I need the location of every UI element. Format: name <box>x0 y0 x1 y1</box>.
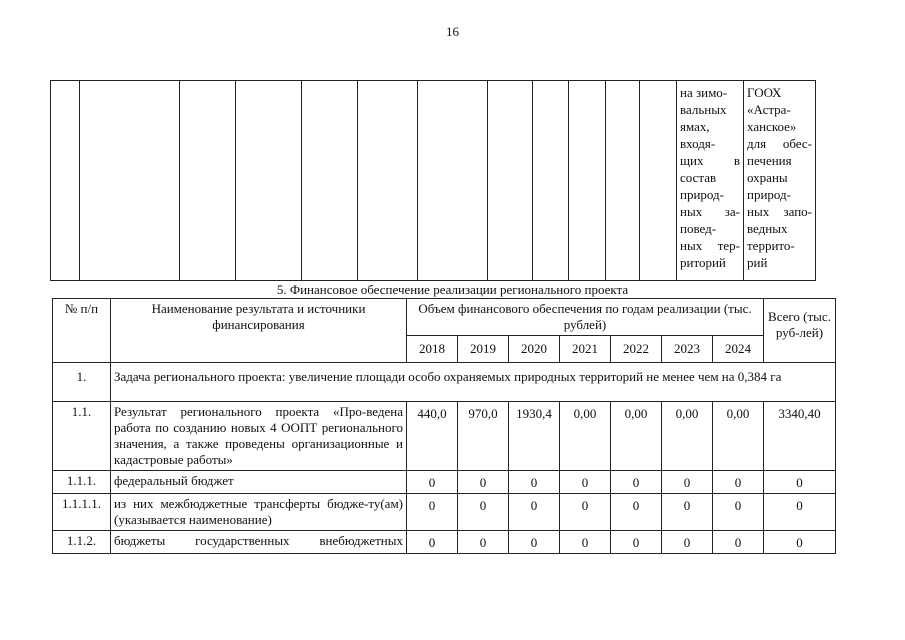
value-cell: 0 <box>407 531 458 554</box>
value-cell: 0,00 <box>713 402 764 471</box>
empty-cell <box>302 81 358 281</box>
goox-cell: ГООХ «Астра- ханское» для обес- печения охраны природ- ных запо- ведных террито- рий <box>744 81 816 281</box>
value-cell: 0 <box>662 494 713 531</box>
finance-table <box>52 298 836 554</box>
header-total: Всего (тыс. руб-лей) <box>764 299 836 363</box>
row-num: 1. <box>53 363 111 402</box>
row-num: 1.1.2. <box>53 531 111 554</box>
header-row <box>53 299 836 336</box>
empty-cell <box>533 81 569 281</box>
value-cell: 0 <box>662 471 713 494</box>
value-cell: 0 <box>662 531 713 554</box>
value-cell: 0 <box>509 494 560 531</box>
value-cell: 0 <box>458 531 509 554</box>
continuation-table <box>50 80 816 281</box>
header-year: 2023 <box>662 336 713 363</box>
empty-cell <box>236 81 302 281</box>
total-cell: 0 <box>764 494 836 531</box>
header-year: 2022 <box>611 336 662 363</box>
task-row <box>53 363 836 402</box>
value-cell: 0,00 <box>560 402 611 471</box>
total-cell: 0 <box>764 531 836 554</box>
value-cell: 0 <box>611 494 662 531</box>
total-cell: 3340,40 <box>764 402 836 471</box>
header-volume: Объем финансового обеспечения по годам реализации (тыс. рублей) <box>407 299 764 336</box>
value-cell: 0 <box>509 471 560 494</box>
value-cell: 0 <box>560 531 611 554</box>
value-cell: 0 <box>458 494 509 531</box>
value-cell: 0 <box>713 531 764 554</box>
empty-cell <box>569 81 606 281</box>
value-cell: 0 <box>509 531 560 554</box>
empty-cell <box>180 81 236 281</box>
page-number: 16 <box>446 24 459 39</box>
value-cell: 0,00 <box>611 402 662 471</box>
empty-cell <box>80 81 180 281</box>
empty-cell <box>488 81 533 281</box>
value-cell: 0 <box>611 471 662 494</box>
wintering-pits-cell: на зимо- вальных ямах, входя- щих в состав природ- ных за- повед- ных тер- риторий <box>677 81 744 281</box>
value-cell: 970,0 <box>458 402 509 471</box>
row-num: 1.1. <box>53 402 111 471</box>
value-cell: 0 <box>407 494 458 531</box>
value-cell: 0 <box>560 471 611 494</box>
header-year: 2018 <box>407 336 458 363</box>
table-row <box>53 494 836 531</box>
row-text: Результат регионального проекта «Про-ведена работа по созданию новых 4 ООПТ регионального значения, а также проведены организационные и кадастровые работы» <box>111 402 407 471</box>
table-row <box>53 471 836 494</box>
value-cell: 0 <box>458 471 509 494</box>
value-cell: 0 <box>560 494 611 531</box>
table-row <box>53 531 836 554</box>
task-text: Задача регионального проекта: увеличение площади особо охраняемых природных территорий не менее чем на 0,384 га <box>111 363 836 402</box>
header-year: 2019 <box>458 336 509 363</box>
row-text: из них межбюджетные трансферты бюдже-ту(ам) (указывается наименование) <box>111 494 407 531</box>
header-num: № п/п <box>53 299 111 363</box>
value-cell: 0 <box>713 471 764 494</box>
row-text: бюджеты государственных внебюджетных <box>111 531 407 554</box>
row-num: 1.1.1. <box>53 471 111 494</box>
value-cell: 1930,4 <box>509 402 560 471</box>
empty-cell <box>51 81 80 281</box>
header-year: 2024 <box>713 336 764 363</box>
empty-cell <box>640 81 677 281</box>
header-name: Наименование результата и источники финансирования <box>111 299 407 363</box>
value-cell: 440,0 <box>407 402 458 471</box>
table-row <box>53 402 836 471</box>
value-cell: 0 <box>713 494 764 531</box>
header-year: 2021 <box>560 336 611 363</box>
value-cell: 0 <box>407 471 458 494</box>
empty-cell <box>418 81 488 281</box>
empty-cell <box>358 81 418 281</box>
value-cell: 0 <box>611 531 662 554</box>
header-year: 2020 <box>509 336 560 363</box>
row-num: 1.1.1.1. <box>53 494 111 531</box>
value-cell: 0,00 <box>662 402 713 471</box>
row-text: федеральный бюджет <box>111 471 407 494</box>
total-cell: 0 <box>764 471 836 494</box>
section-title: 5. Финансовое обеспечение реализации регионального проекта <box>276 282 629 297</box>
empty-cell <box>606 81 640 281</box>
